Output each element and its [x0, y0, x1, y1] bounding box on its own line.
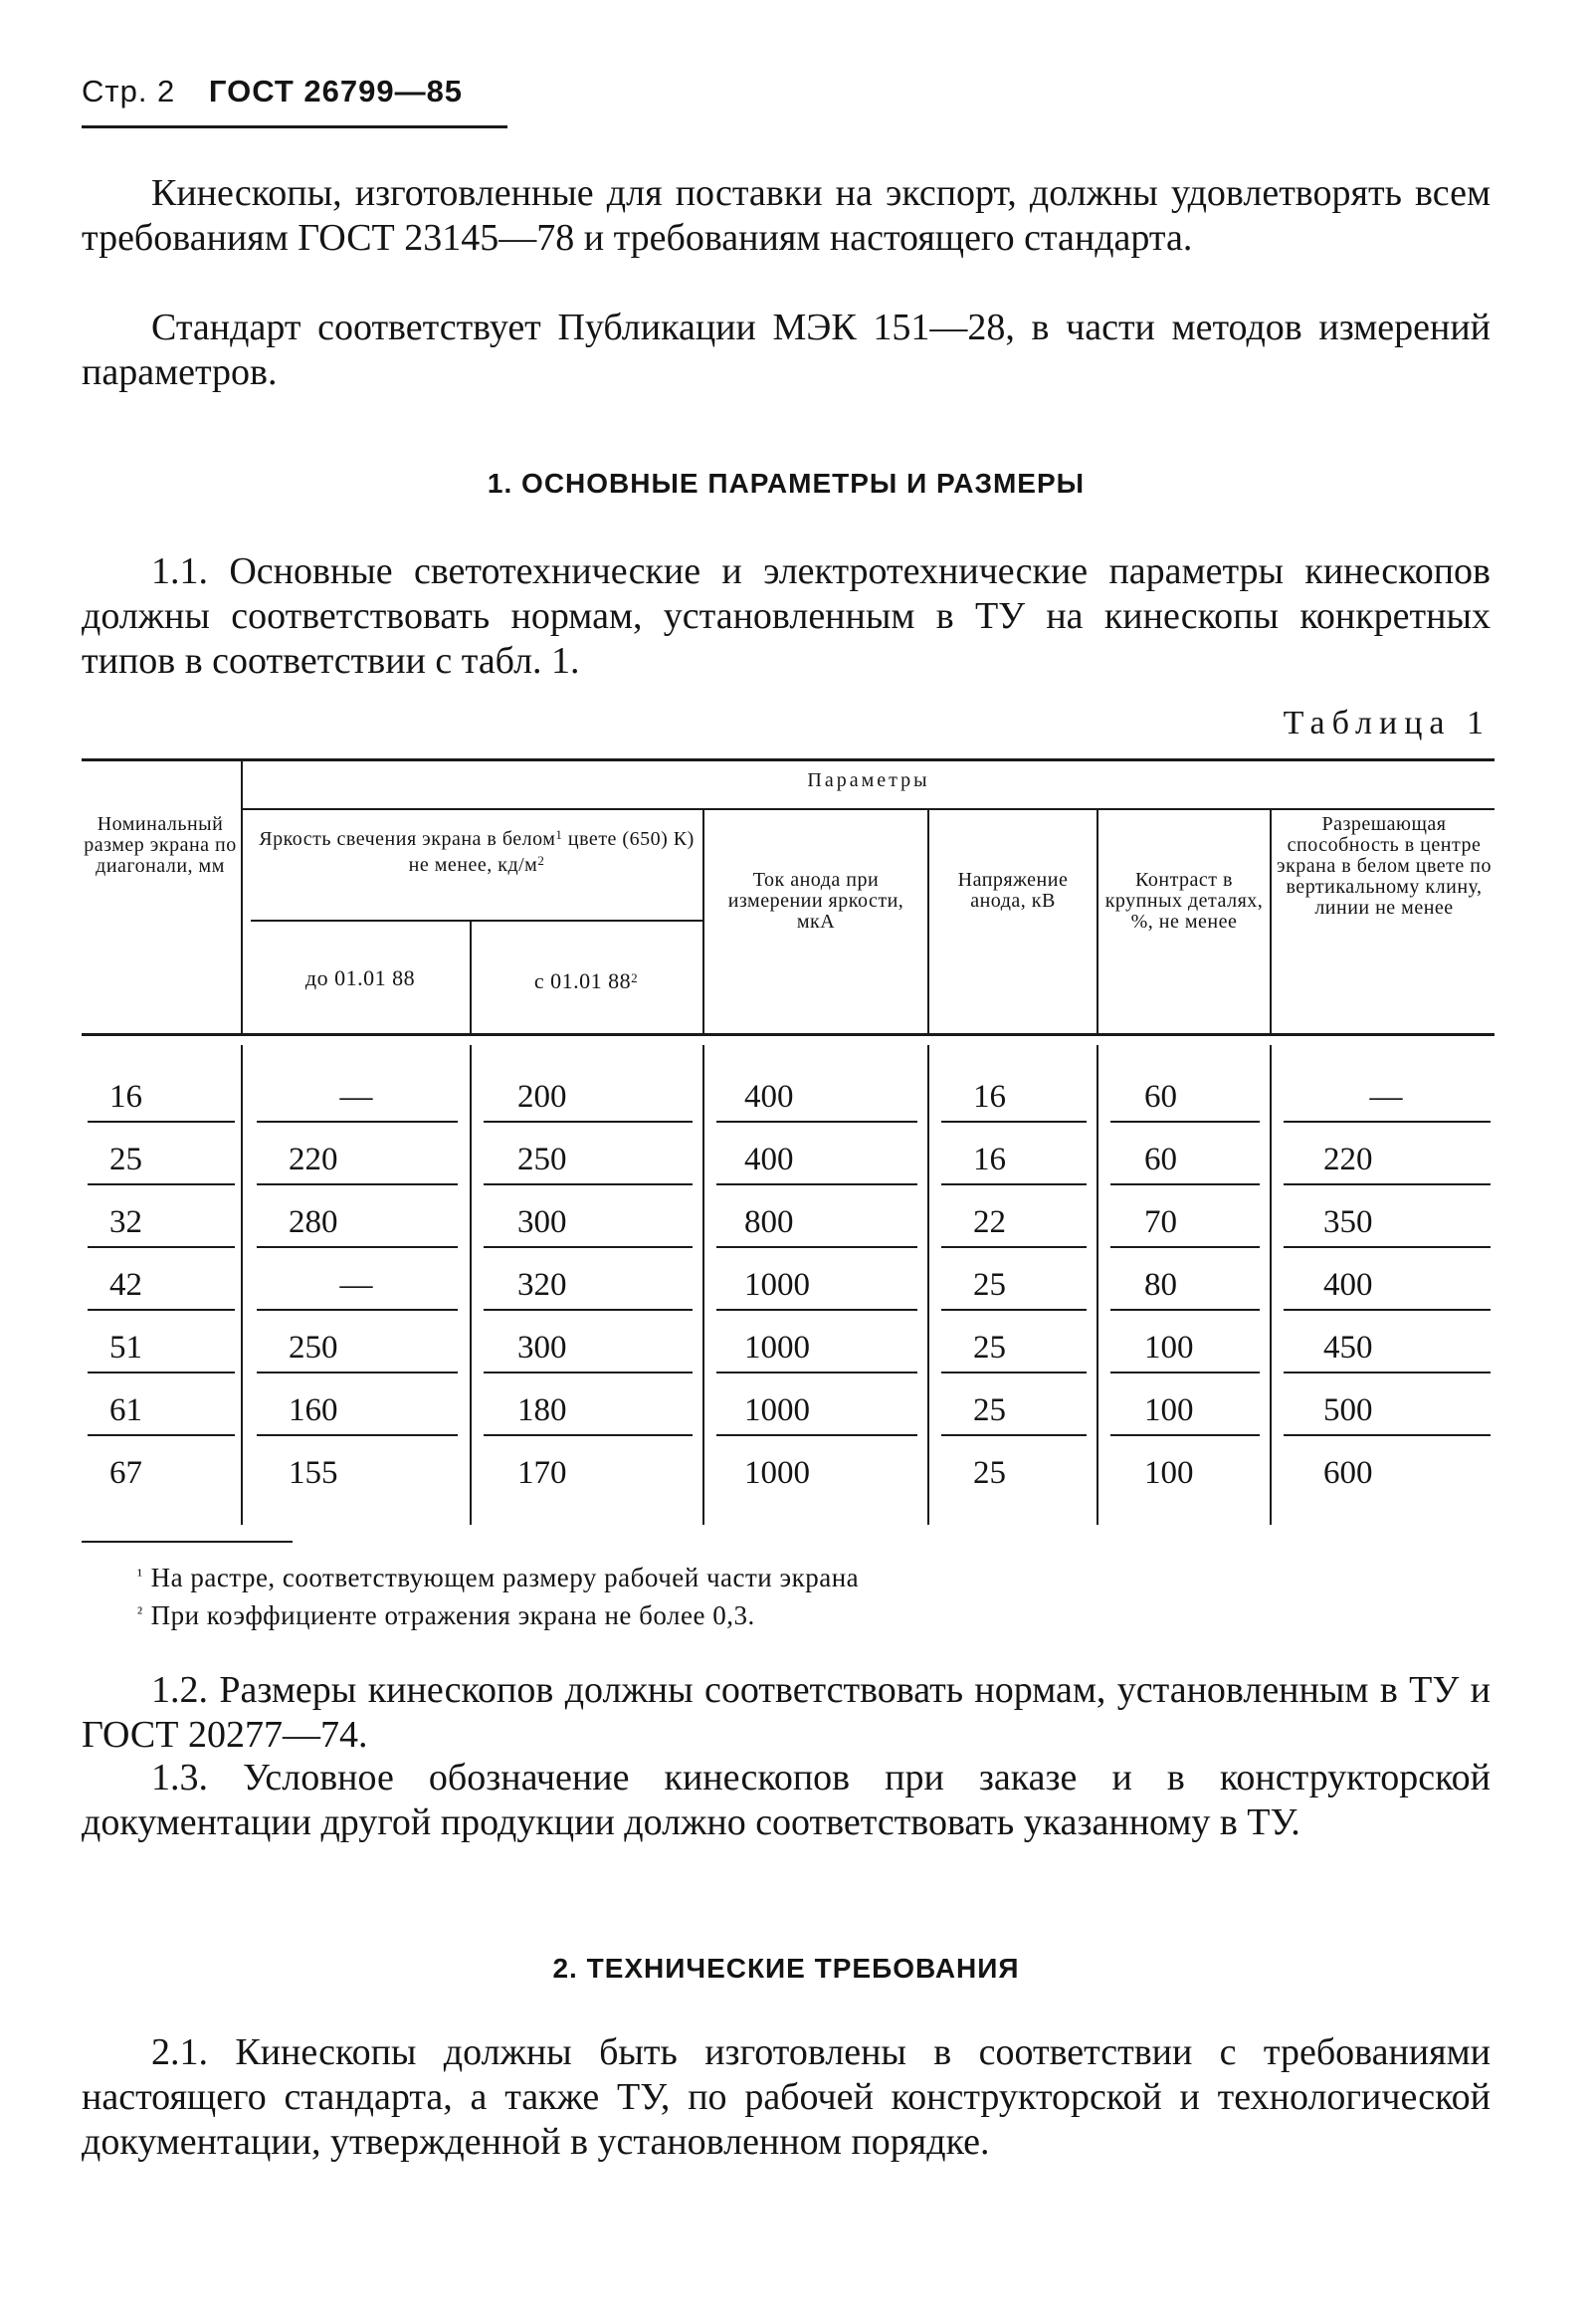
cell-underline	[1110, 1372, 1260, 1373]
table-cell: 22	[973, 1204, 1006, 1240]
table-cell: 100	[1144, 1455, 1194, 1491]
cell-underline	[941, 1309, 1087, 1311]
table-cell: 350	[1323, 1204, 1373, 1240]
cell-underline	[484, 1121, 693, 1123]
params-header-rule	[241, 808, 1495, 810]
table-cell: 400	[744, 1142, 794, 1177]
intro-paragraph-2: Стандарт соответствует Публикации МЭК 151—28, в части методов измерений параметров.	[82, 307, 1491, 393]
table-cell: 70	[1144, 1204, 1177, 1240]
cell-underline	[716, 1372, 917, 1373]
body-divider	[241, 1045, 243, 1525]
table-cell: 220	[1323, 1142, 1373, 1177]
header-divider	[702, 810, 704, 1035]
table-cell: 170	[517, 1455, 567, 1491]
header-divider	[927, 810, 929, 1035]
table-cell: 250	[289, 1330, 338, 1366]
table-cell: 450	[1323, 1330, 1373, 1366]
table-top-rule	[82, 758, 1495, 761]
table-cell: 32	[109, 1204, 142, 1240]
header-divider	[1097, 810, 1098, 1035]
standard-id: ГОСТ 26799—85	[208, 74, 464, 108]
cell-underline	[484, 1434, 693, 1436]
table-cell: 25	[973, 1267, 1006, 1303]
cell-underline	[88, 1246, 235, 1248]
table-cell: 800	[744, 1204, 794, 1240]
table-cell: 100	[1144, 1330, 1194, 1366]
cell-underline	[1284, 1246, 1491, 1248]
footnote-rule	[82, 1541, 293, 1543]
table-cell: 300	[517, 1330, 567, 1366]
table-cell: 80	[1144, 1267, 1177, 1303]
intro-paragraph-1: Кинескопы, изготовленные для поставки на экспорт, должны удовлетворять всем требованиям ГОСТ 23145—78 и требованиям настоящего стандарта.	[82, 172, 1491, 259]
header-voltage: Напряжение анода, кВ	[957, 869, 1069, 912]
paragraph-2-1: 2.1. Кинескопы должны быть изготовлены в соответствии с требованиями настоящего стандарта, а также ТУ, по рабочей конструкторской и технологической документации, утвержденной в установленном порядке.	[82, 2031, 1491, 2163]
cell-underline	[484, 1246, 693, 1248]
table-caption: Таблица 1	[1283, 705, 1491, 741]
table-cell: 1000	[744, 1330, 810, 1366]
table-cell: 25	[973, 1330, 1006, 1366]
table-cell: 280	[289, 1204, 338, 1240]
footnote-1: $^{^1}$ На растре, соответствующем размеру рабочей части экрана	[137, 1563, 860, 1592]
cell-underline	[716, 1246, 917, 1248]
cell-underline	[257, 1246, 458, 1248]
cell-underline	[1110, 1246, 1260, 1248]
header-current: Ток анода при измерении яркости, мкА	[727, 869, 904, 933]
cell-underline	[941, 1246, 1087, 1248]
cell-underline	[716, 1309, 917, 1311]
table-cell: 16	[109, 1079, 142, 1115]
table-cell: 250	[517, 1142, 567, 1177]
cell-underline	[716, 1434, 917, 1436]
cell-underline	[1284, 1183, 1491, 1185]
header-before: до 01.01 88	[304, 965, 416, 990]
header-rule	[82, 125, 507, 128]
body-divider	[470, 1045, 472, 1525]
table-cell: 25	[973, 1392, 1006, 1428]
header-after: с 01.01 $88^2$	[533, 968, 639, 993]
cell-underline	[484, 1309, 693, 1311]
table-cell: —	[1369, 1079, 1403, 1115]
table-cell: 1000	[744, 1455, 810, 1491]
table-cell: 25	[109, 1142, 142, 1177]
table-cell: 320	[517, 1267, 567, 1303]
table-cell: 60	[1144, 1079, 1177, 1115]
table-cell: 1000	[744, 1392, 810, 1428]
table-cell: 51	[109, 1330, 142, 1366]
cell-underline	[88, 1434, 235, 1436]
header-brightness: Яркость свечения экрана в белом$^1$ цвете (650) К) не менее, $кд/м^2$	[259, 827, 695, 876]
cell-underline	[941, 1183, 1087, 1185]
table-cell: 25	[973, 1455, 1006, 1491]
header-divider	[241, 760, 243, 1035]
body-divider	[702, 1045, 704, 1525]
header-size: Номинальный размер экрана по диагонали, мм	[84, 813, 237, 877]
header-params: Параметры	[807, 769, 930, 791]
cell-underline	[257, 1309, 458, 1311]
cell-underline	[1284, 1372, 1491, 1373]
header-resolution: Разрешающая способность в центре экрана в белом цвете по вертикальному клину, линии не менее	[1277, 813, 1492, 919]
cell-underline	[484, 1183, 693, 1185]
cell-underline	[716, 1121, 917, 1123]
footnote-1-mark: ¹	[137, 1566, 143, 1584]
cell-underline	[257, 1183, 458, 1185]
cell-underline	[1110, 1121, 1260, 1123]
paragraph-1-1: 1.1. Основные светотехнические и электротехнические параметры кинескопов должны соответствовать нормам, установленным в ТУ на кинескопы конкретных типов в соответствии с табл. 1.	[82, 550, 1491, 682]
table-cell: 500	[1323, 1392, 1373, 1428]
brightness-subheader-rule	[251, 920, 704, 922]
header-divider	[1270, 810, 1272, 1035]
table-cell: 16	[973, 1142, 1006, 1177]
cell-underline	[484, 1372, 693, 1373]
table-cell: 300	[517, 1204, 567, 1240]
table-cell: 61	[109, 1392, 142, 1428]
header-bottom-rule	[82, 1033, 1495, 1036]
table-cell: 400	[744, 1079, 794, 1115]
cell-underline	[941, 1434, 1087, 1436]
cell-underline	[941, 1121, 1087, 1123]
cell-underline	[88, 1121, 235, 1123]
body-divider	[1270, 1045, 1272, 1525]
section-2-title: 2. ТЕХНИЧЕСКИЕ ТРЕБОВАНИЯ	[552, 1953, 1020, 1984]
cell-underline	[257, 1372, 458, 1373]
table-cell: 100	[1144, 1392, 1194, 1428]
table-cell: 180	[517, 1392, 567, 1428]
section-1-title: 1. ОСНОВНЫЕ ПАРАМЕТРЫ И РАЗМЕРЫ	[487, 468, 1086, 499]
table-cell: 220	[289, 1142, 338, 1177]
footnote-2-mark: ²	[137, 1603, 143, 1622]
header-contrast: Контраст в крупных деталях, %, не менее	[1104, 869, 1264, 933]
page-number: Стр. 2	[82, 74, 176, 108]
paragraph-1-2: 1.2. Размеры кинескопов должны соответствовать нормам, установленным в ТУ и ГОСТ 20277—74.	[82, 1669, 1491, 1756]
cell-underline	[1110, 1434, 1260, 1436]
table-cell: 600	[1323, 1455, 1373, 1491]
page-header	[82, 74, 463, 109]
table-cell: 160	[289, 1392, 338, 1428]
cell-underline	[88, 1372, 235, 1373]
table-cell: 42	[109, 1267, 142, 1303]
table-cell: —	[339, 1079, 373, 1115]
cell-underline	[1110, 1183, 1260, 1185]
table-cell: —	[339, 1267, 373, 1303]
table-cell: 400	[1323, 1267, 1373, 1303]
cell-underline	[941, 1372, 1087, 1373]
table-cell: 200	[517, 1079, 567, 1115]
paragraph-1-3: 1.3. Условное обозначение кинескопов при заказе и в конструкторской документации другой продукции должно соответствовать указанному в ТУ.	[82, 1757, 1491, 1843]
table-cell: 1000	[744, 1267, 810, 1303]
cell-underline	[716, 1183, 917, 1185]
footnote-2: $^{^2}$ При коэффициенте отражения экрана не более 0,3.	[137, 1600, 755, 1630]
cell-underline	[1284, 1434, 1491, 1436]
cell-underline	[1284, 1309, 1491, 1311]
table-cell: 155	[289, 1455, 338, 1491]
cell-underline	[257, 1121, 458, 1123]
table-cell: 60	[1144, 1142, 1177, 1177]
body-divider	[1097, 1045, 1098, 1525]
body-divider	[927, 1045, 929, 1525]
cell-underline	[1284, 1121, 1491, 1123]
table-cell: 67	[109, 1455, 142, 1491]
cell-underline	[88, 1309, 235, 1311]
cell-underline	[1110, 1309, 1260, 1311]
table-cell: 16	[973, 1079, 1006, 1115]
cell-underline	[257, 1434, 458, 1436]
cell-underline	[88, 1183, 235, 1185]
